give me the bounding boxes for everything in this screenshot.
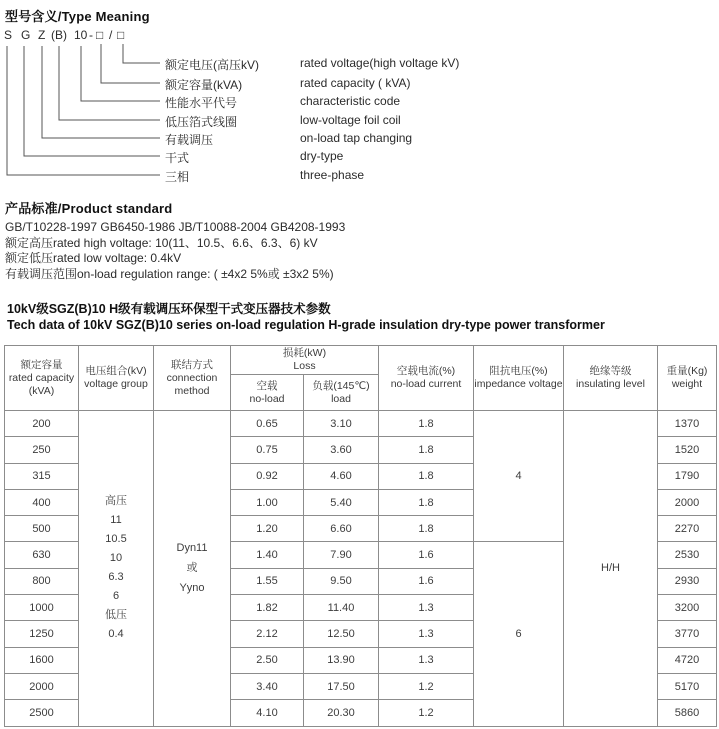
header-weight: 重量(Kg) weight (658, 346, 717, 411)
product-standard-title: 产品标准/Product standard (5, 201, 173, 216)
cell-current: 1.3 (379, 595, 474, 621)
type-designation-diagram: S G Z (B) 10 - □ / □ 额定电压(高压kV) rated voltage(high voltage kV) 额定容量(kVA) rated capacity ( kVA) 性能水平代号 characteristic code 低压箔式线圈 low-voltage foil coil 有载调压 on-load tap changing 干式 dry-type 三相 three-phase (0, 26, 719, 194)
cell-no-load-loss: 2.50 (231, 647, 304, 673)
code-part-g: G (21, 28, 31, 42)
header-loss-no-load: 空载 no-load (231, 375, 304, 411)
connector-line (81, 46, 160, 101)
cell-capacity: 2500 (5, 700, 79, 726)
cell-load-loss: 13.90 (304, 647, 379, 673)
standard-line: 额定低压rated low voltage: 0.4kV (5, 251, 182, 265)
cell-load-loss: 11.40 (304, 595, 379, 621)
cell-weight: 1520 (658, 437, 717, 463)
cell-capacity: 1600 (5, 647, 79, 673)
code-part-s: S (4, 28, 13, 42)
cell-insulating-level: H/H (564, 411, 658, 727)
cell-weight: 1790 (658, 463, 717, 489)
cell-weight: 2270 (658, 516, 717, 542)
header-loss: 损耗(kW) Loss (231, 346, 379, 375)
cell-load-loss: 3.10 (304, 411, 379, 437)
header-impedance-voltage: 阻抗电压(%) impedance voltage (474, 346, 564, 411)
cell-load-loss: 17.50 (304, 673, 379, 699)
cell-no-load-loss: 2.12 (231, 621, 304, 647)
cell-load-loss: 3.60 (304, 437, 379, 463)
cell-current: 1.8 (379, 411, 474, 437)
cell-no-load-loss: 1.82 (231, 595, 304, 621)
code-part-box1-icon: □ (96, 28, 104, 42)
cell-weight: 5170 (658, 673, 717, 699)
cell-weight: 2000 (658, 489, 717, 515)
tech-data-title-cn: 10kV级SGZ(B)10 H级有载调压环保型干式变压器技术参数 (7, 302, 331, 316)
cell-load-loss: 5.40 (304, 489, 379, 515)
cell-current: 1.6 (379, 542, 474, 568)
cell-load-loss: 4.60 (304, 463, 379, 489)
cell-load-loss: 12.50 (304, 621, 379, 647)
cell-weight: 2530 (658, 542, 717, 568)
connector-line (123, 44, 160, 63)
cell-no-load-loss: 4.10 (231, 700, 304, 726)
cell-current: 1.3 (379, 647, 474, 673)
type-meaning-title: 型号含义/Type Meaning (5, 9, 150, 24)
standard-line: 额定高压rated high voltage: 10(11、10.5、6.6、6.3、6) kV (5, 235, 318, 250)
cell-impedance-4: 4 (474, 411, 564, 542)
code-part-10: 10 (74, 28, 88, 42)
cell-current: 1.8 (379, 516, 474, 542)
tech-data-title (7, 301, 605, 333)
cell-current: 1.2 (379, 700, 474, 726)
cell-voltage-group: 高压 11 10.5 10 6.3 6 低压 0.4 (79, 411, 154, 727)
table-row (5, 411, 717, 437)
cell-capacity: 500 (5, 516, 79, 542)
header-insulating-level: 绝缘等级 insulating level (564, 346, 658, 411)
cell-capacity: 1000 (5, 595, 79, 621)
standard-line: 有载调压范围on-load regulation range: ( ±4x2 5%或 ±3x2 5%) (5, 266, 334, 281)
code-part-slash: / (109, 28, 113, 42)
header-no-load-current: 空载电流(%) no-load current (379, 346, 474, 411)
cell-load-loss: 7.90 (304, 542, 379, 568)
header-rated-capacity: 额定容量 rated capacity (kVA) (5, 346, 79, 411)
cell-weight: 3770 (658, 621, 717, 647)
code-part-dash: - (89, 28, 93, 42)
cell-connection-method: Dyn11 或 Yyno (154, 411, 231, 727)
code-part-z: Z (38, 28, 46, 42)
cell-weight: 4720 (658, 647, 717, 673)
cell-capacity: 250 (5, 437, 79, 463)
cell-capacity: 630 (5, 542, 79, 568)
cell-no-load-loss: 1.20 (231, 516, 304, 542)
cell-no-load-loss: 1.55 (231, 568, 304, 594)
cell-current: 1.3 (379, 621, 474, 647)
code-part-b: (B) (51, 28, 67, 42)
cell-no-load-loss: 1.40 (231, 542, 304, 568)
cell-capacity: 800 (5, 568, 79, 594)
header-voltage-group: 电压组合(kV) voltage group (79, 346, 154, 411)
header-loss-load: 负载(145℃) load (304, 375, 379, 411)
cell-capacity: 2000 (5, 673, 79, 699)
cell-current: 1.8 (379, 463, 474, 489)
header-connection-method: 联结方式 connection method (154, 346, 231, 411)
cell-no-load-loss: 0.75 (231, 437, 304, 463)
cell-weight: 3200 (658, 595, 717, 621)
cell-capacity: 315 (5, 463, 79, 489)
code-part-box2-icon: □ (117, 28, 125, 42)
cell-no-load-loss: 1.00 (231, 489, 304, 515)
cell-load-loss: 6.60 (304, 516, 379, 542)
cell-impedance-6: 6 (474, 542, 564, 726)
standard-line: GB/T10228-1997 GB6450-1986 JB/T10088-2004 GB4208-1993 (5, 220, 346, 234)
tech-data-title-en: Tech data of 10kV SGZ(B)10 series on-load regulation H-grade insulation dry-type power transformer (7, 318, 605, 332)
cell-capacity: 1250 (5, 621, 79, 647)
cell-capacity: 400 (5, 489, 79, 515)
cell-load-loss: 9.50 (304, 568, 379, 594)
cell-weight: 5860 (658, 700, 717, 726)
cell-weight: 1370 (658, 411, 717, 437)
tech-data-table (4, 345, 717, 727)
cell-no-load-loss: 0.65 (231, 411, 304, 437)
cell-no-load-loss: 3.40 (231, 673, 304, 699)
cell-weight: 2930 (658, 568, 717, 594)
cell-current: 1.8 (379, 437, 474, 463)
product-standard-lines (5, 220, 345, 282)
cell-current: 1.6 (379, 568, 474, 594)
cell-no-load-loss: 0.92 (231, 463, 304, 489)
cell-capacity: 200 (5, 411, 79, 437)
cell-current: 1.2 (379, 673, 474, 699)
cell-current: 1.8 (379, 489, 474, 515)
cell-load-loss: 20.30 (304, 700, 379, 726)
